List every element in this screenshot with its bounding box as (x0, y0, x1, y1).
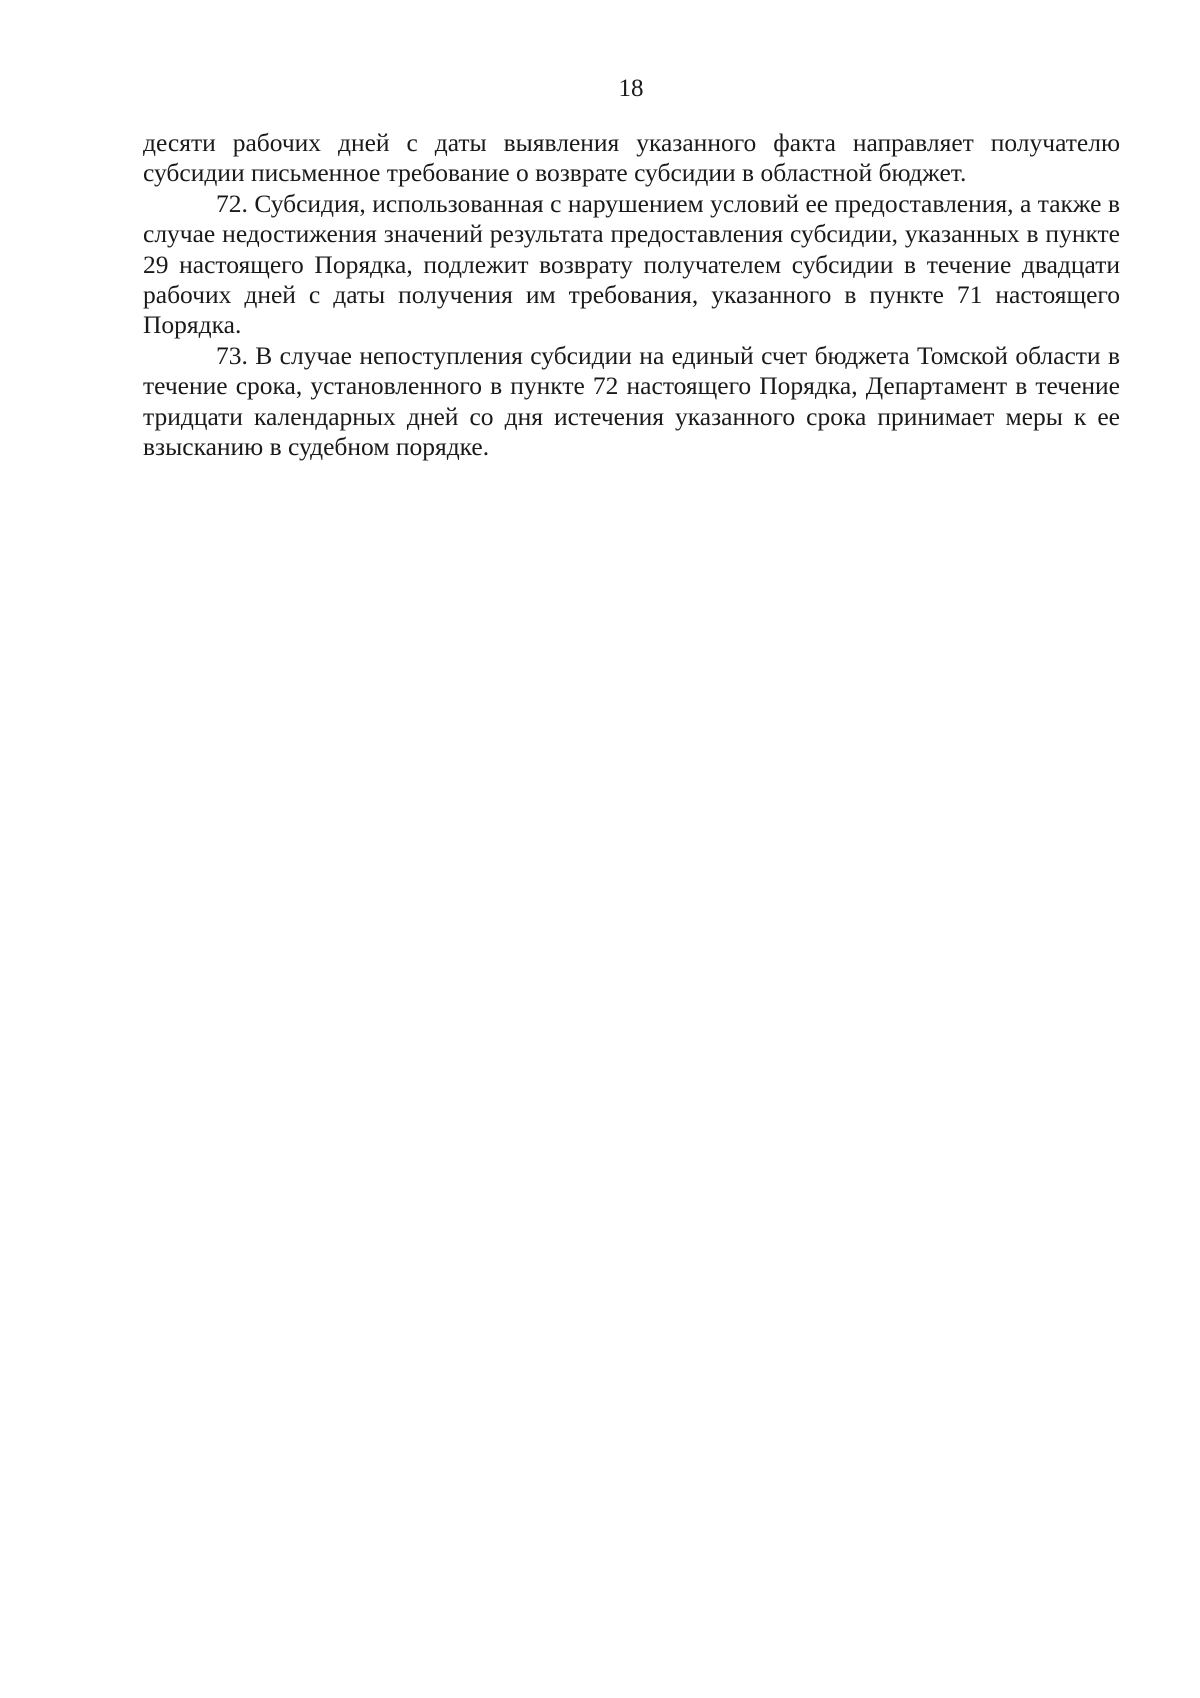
paragraph-72: 72. Субсидия, использованная с нарушением условий ее предоставления, а также в случае недостижения значений результата предоставления субсидии, указанных в пункте 29 настоящего Порядка, подлежит возврату получателем субсидии в течение двадцати рабочих дней с даты получения им требования, указанного в пункте 71 настоящего Порядка. (143, 188, 1120, 340)
page-number: 18 (618, 75, 644, 102)
paragraph-continuation: десяти рабочих дней с даты выявления указанного факта направляет получателю субсидии письменное требование о возврате субсидии в областной бюджет. (143, 128, 1120, 188)
paragraph-73: 73. В случае непоступления субсидии на единый счет бюджета Томской области в течение срока, установленного в пункте 72 настоящего Порядка, Департамент в течение тридцати календарных дней со дня истечения указанного срока принимает меры к ее взысканию в судебном порядке. (143, 340, 1120, 462)
document-body (143, 128, 1120, 462)
